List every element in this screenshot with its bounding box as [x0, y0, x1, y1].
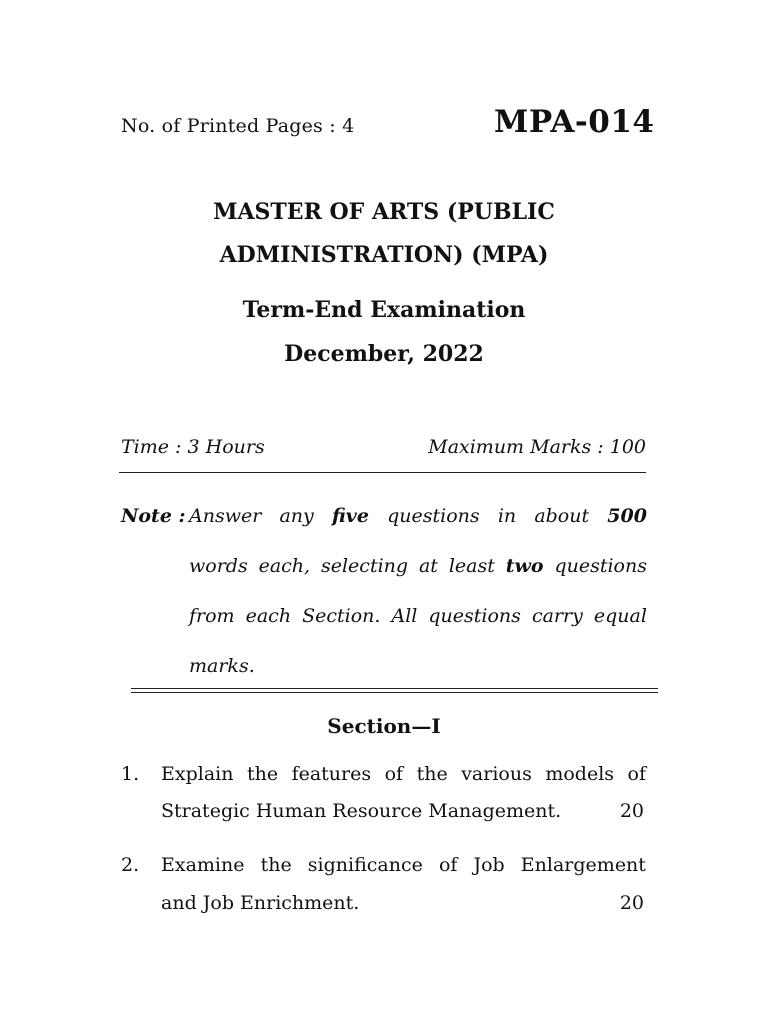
note-word: about	[534, 505, 590, 527]
programme-title-line-2: ADMINISTRATION) (MPA)	[219, 242, 549, 268]
question-word: the	[246, 763, 279, 785]
note-word-emphasis: five	[331, 505, 369, 527]
note-line-1	[189, 505, 647, 527]
note-word: in	[497, 505, 517, 527]
note-word: All	[391, 605, 418, 627]
question-1-line-2: Strategic Human Resource Management.	[161, 800, 562, 822]
question-word: Explain	[161, 763, 234, 785]
note-word: from	[189, 605, 235, 627]
note-line-3	[189, 605, 647, 627]
question-word: of	[384, 763, 404, 785]
question-word: the	[416, 763, 448, 785]
exam-date: December, 2022	[284, 341, 484, 367]
question-number: 1.	[121, 763, 140, 785]
question-word: various	[461, 763, 532, 785]
question-marks: 20	[619, 892, 644, 914]
note-word: Answer	[189, 505, 262, 527]
note-word: Section.	[302, 605, 381, 627]
note-word: each,	[258, 555, 311, 577]
note-word: equal	[593, 605, 647, 627]
question-number: 2.	[121, 854, 140, 876]
maximum-marks: Maximum Marks : 100	[428, 436, 646, 458]
note-word: questions	[428, 605, 521, 627]
exam-meta-row	[121, 436, 646, 458]
question-word: of	[627, 763, 646, 785]
time-allowed: Time : 3 Hours	[121, 436, 265, 458]
double-divider-line	[131, 688, 658, 693]
question-2-line-1	[161, 854, 646, 876]
note-word: questions	[554, 555, 647, 577]
programme-title-line-1: MASTER OF ARTS (PUBLIC	[213, 199, 555, 225]
note-word: least	[448, 555, 495, 577]
note-label: Note :	[121, 505, 186, 527]
note-word: any	[279, 505, 314, 527]
note-word: at	[418, 555, 438, 577]
exam-title: Term-End Examination	[242, 297, 526, 323]
note-line-4: marks.	[189, 655, 255, 677]
question-word: of	[438, 854, 458, 876]
printed-pages-label: No. of Printed Pages : 4	[121, 115, 355, 137]
question-word: the	[260, 854, 292, 876]
question-word: models	[545, 763, 615, 785]
question-marks: 20	[619, 800, 644, 822]
question-word: Job	[473, 854, 505, 876]
section-heading: Section—I	[327, 714, 441, 738]
note-word: selecting	[320, 555, 409, 577]
note-word: each	[245, 605, 292, 627]
note-word: questions	[387, 505, 480, 527]
note-line-2	[189, 555, 647, 577]
question-word: Enlargement	[520, 854, 646, 876]
note-word-emphasis: two	[505, 555, 544, 577]
question-word: features	[291, 763, 372, 785]
note-word: carry	[531, 605, 583, 627]
divider-line	[119, 472, 646, 473]
question-2-line-2: and Job Enrichment.	[161, 892, 360, 914]
note-word-emphasis: 500	[607, 505, 647, 527]
question-word: significance	[307, 854, 423, 876]
question-word: Examine	[161, 854, 245, 876]
paper-code: MPA-014	[494, 104, 655, 140]
note-word: words	[189, 555, 248, 577]
question-1-line-1	[161, 763, 646, 785]
